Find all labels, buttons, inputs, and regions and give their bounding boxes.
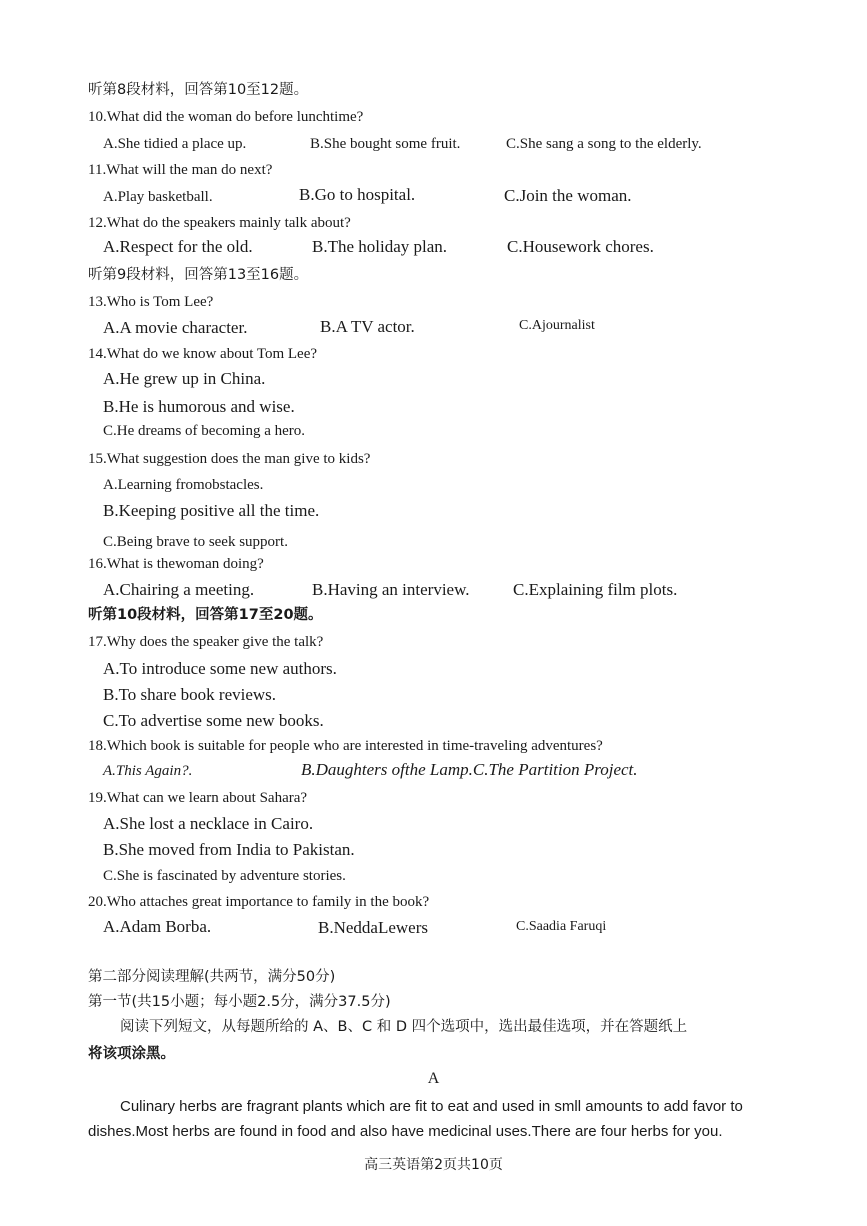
q15-option-c: C.Being brave to seek support. <box>103 534 288 550</box>
q10-option-c: C.She sang a song to the elderly. <box>506 136 702 152</box>
passage-label: A <box>427 1070 440 1087</box>
q13-option-c: C.Ajournalist <box>519 318 595 333</box>
passage-line1: Culinary herbs are fragrant plants which are fit to eat and used in smll amounts to add favor to <box>120 1098 743 1115</box>
q18-option-a: A.This Again?. <box>103 763 193 779</box>
q18-question: 18.Which book is suitable for people who are interested in time-traveling adventures? <box>88 738 603 754</box>
page-footer: 高三英语第2页共10页 <box>364 1157 503 1173</box>
part2-section1-title: 第一节(共15小题；每小题2.5分，满分37.5分) <box>88 994 391 1010</box>
q13-option-b: B.A TV actor. <box>320 317 415 336</box>
q12-option-c: C.Housework chores. <box>507 237 654 256</box>
q11-option-b: B.Go to hospital. <box>299 185 416 204</box>
q11-option-a: A.Play basketball. <box>103 189 213 205</box>
q12-option-b: B.The holiday plan. <box>312 237 448 256</box>
q15-question: 15.What suggestion does the man give to kids? <box>88 451 371 467</box>
q16-question: 16.What is thewoman doing? <box>88 556 264 572</box>
q16-option-a: A.Chairing a meeting. <box>103 580 255 599</box>
q12-option-a: A.Respect for the old. <box>103 237 253 256</box>
part2-instruction-line1: 阅读下列短文，从每题所给的 A、B、C 和 D 四个选项中，选出最佳选项，并在答题纸上 <box>120 1019 688 1035</box>
q17-option-b: B.To share book reviews. <box>103 685 277 704</box>
q15-option-b: B.Keeping positive all the time. <box>103 501 320 520</box>
section9-header: 听第9段材料，回答第13至16题。 <box>88 267 309 283</box>
q14-question: 14.What do we know about Tom Lee? <box>88 346 318 362</box>
section10-header: 听第10段材料，回答第17至20题。 <box>88 607 323 623</box>
q11-option-c: C.Join the woman. <box>504 186 632 205</box>
passage-line2: dishes.Most herbs are found in food and also have medicinal uses.There are four herbs for you. <box>88 1123 723 1140</box>
q13-option-a: A.A movie character. <box>103 318 248 337</box>
q20-option-a: A.Adam Borba. <box>103 917 212 936</box>
section8-header: 听第8段材料，回答第10至12题。 <box>88 82 309 98</box>
q16-option-b: B.Having an interview. <box>312 580 470 599</box>
q20-question: 20.Who attaches great importance to family in the book? <box>88 894 430 910</box>
q20-option-c: C.Saadia Faruqi <box>516 919 607 934</box>
q14-option-a: A.He grew up in China. <box>103 369 266 388</box>
q14-option-c: C.He dreams of becoming a hero. <box>103 423 306 439</box>
part2-instruction-line2: 将该项涂黑。 <box>88 1046 175 1062</box>
q19-option-b: B.She moved from India to Pakistan. <box>103 840 355 859</box>
q17-question: 17.Why does the speaker give the talk? <box>88 634 324 650</box>
q10-option-b: B.She bought some fruit. <box>310 136 461 152</box>
q10-question: 10.What did the woman do before lunchtime? <box>88 109 364 125</box>
q10-option-a: A.She tidied a place up. <box>103 136 247 152</box>
q14-option-b: B.He is humorous and wise. <box>103 397 295 416</box>
q19-question: 19.What can we learn about Sahara? <box>88 790 308 806</box>
part2-title: 第二部分阅读理解(共两节，满分50分) <box>88 969 336 985</box>
q17-option-c: C.To advertise some new books. <box>103 711 324 730</box>
q20-option-b: B.NeddaLewers <box>318 918 428 937</box>
q12-question: 12.What do the speakers mainly talk about? <box>88 215 351 231</box>
q11-question: 11.What will the man do next? <box>88 162 273 178</box>
q15-option-a: A.Learning fromobstacles. <box>103 477 264 493</box>
q19-option-c: C.She is fascinated by adventure stories. <box>103 868 346 884</box>
q16-option-c: C.Explaining film plots. <box>513 580 678 599</box>
q13-question: 13.Who is Tom Lee? <box>88 294 214 310</box>
q17-option-a: A.To introduce some new authors. <box>103 659 337 678</box>
q18-option-bc: B.Daughters ofthe Lamp.C.The Partition Project. <box>301 760 638 779</box>
q19-option-a: A.She lost a necklace in Cairo. <box>103 814 314 833</box>
